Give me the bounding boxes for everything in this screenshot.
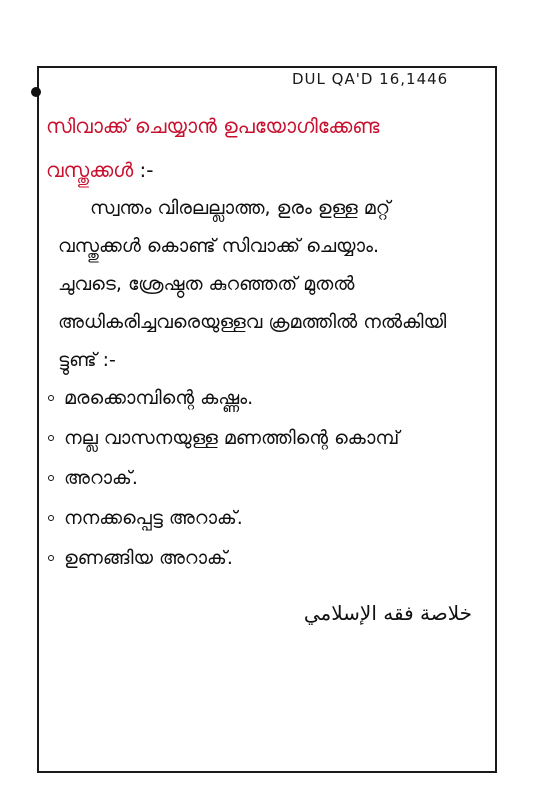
list-item [48,384,253,412]
paragraph-line-2: വസ്തുക്കൾ കൊണ്ട് സിവാക്ക് ചെയ്യാം. [58,235,380,257]
heading-line-2 [46,156,153,184]
list-item-text: നല്ല വാസനയുള്ള മണത്തിന്റെ കൊമ്പ് [64,427,400,449]
paragraph-line-5: ട്ടുണ്ട് :- [58,349,116,371]
paragraph-line-4: അധികരിച്ചവരെയുള്ളവ ക്രമത്തിൽ നൽകിയി [58,311,447,333]
list-item [48,504,243,532]
list-item-text: അറാക്. [64,467,138,489]
source-citation: خلاصة فقه الإسلامي [303,601,472,625]
heading-suffix: :- [133,158,154,182]
list-item-text: മരക്കൊമ്പിന്റെ കഷ്ണം. [64,387,254,409]
ink-dot [31,87,41,97]
list-item [48,464,138,492]
heading-line-1: സിവാക്ക് ചെയ്യാൻ ഉപയോഗിക്കേണ്ട [46,114,380,138]
bullet-icon [48,515,54,521]
list-item [48,424,399,452]
reference-id: DUL QA'D 16,1446 [292,70,449,88]
bullet-icon [48,475,54,481]
bullet-icon [48,555,54,561]
paragraph-line-1: സ്വന്തം വിരലല്ലാത്ത, ഉരം ഉള്ള മറ്റ് [90,197,391,219]
paragraph-line-3: ചുവടെ, ശ്രേഷ്ഠത കുറഞ്ഞത് മുതൽ [58,273,355,295]
bullet-icon [48,435,54,441]
list-item [48,544,233,572]
bullet-icon [48,395,54,401]
list-item-text: നനക്കപ്പെട്ട അറാക്. [64,507,243,529]
list-item-text: ഉണങ്ങിയ അറാക്. [64,547,233,569]
heading-word: വസ്തുക്കൾ [46,158,134,182]
